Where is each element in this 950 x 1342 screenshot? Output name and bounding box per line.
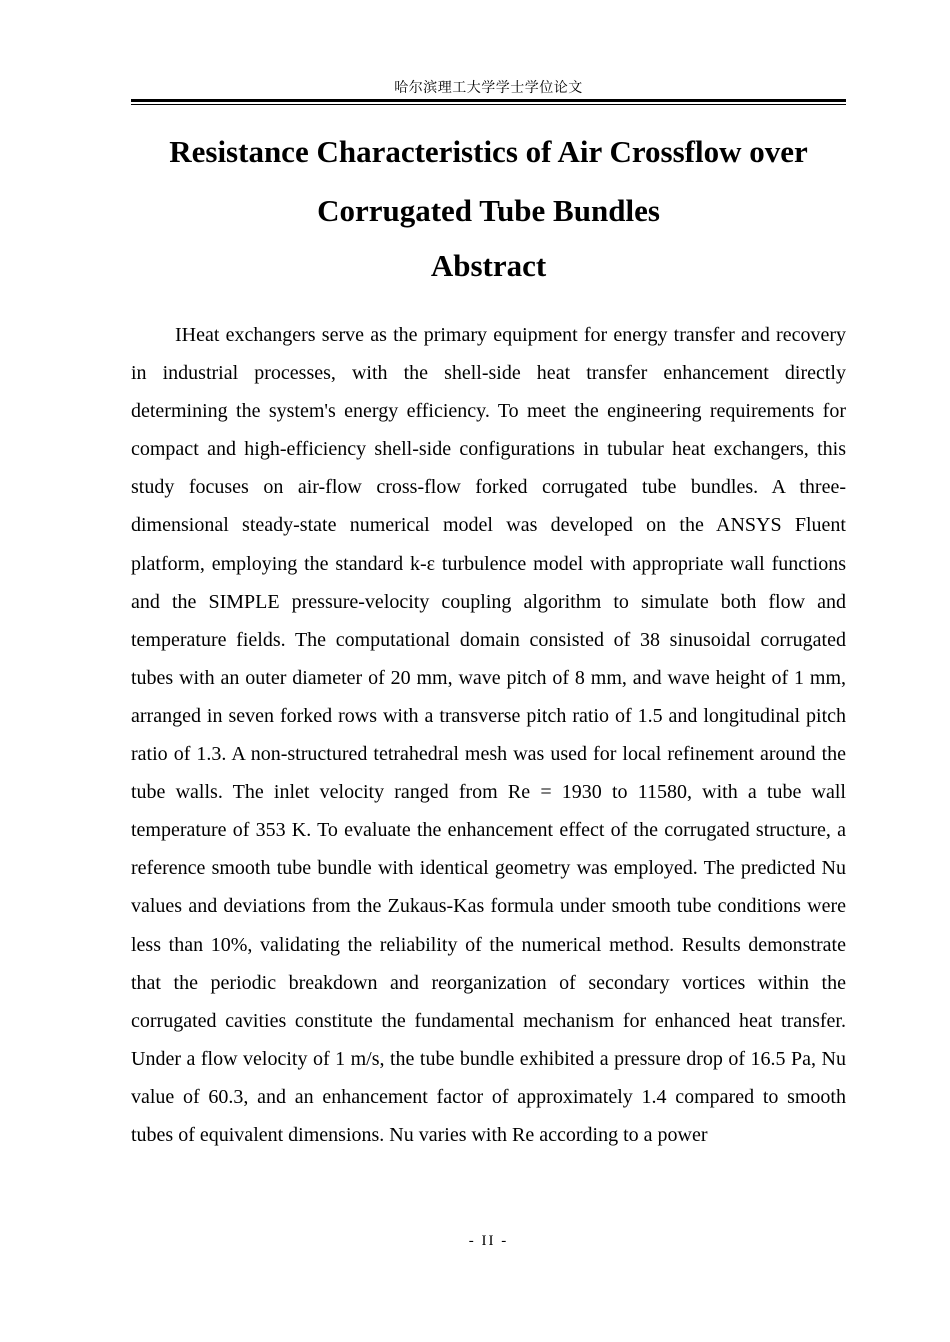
abstract-body: IHeat exchangers serve as the primary equipment for energy transfer and recovery in industrial processes, with the shell-side heat transfer enhancement directly determining the system's energy efficiency. To meet the engineering requirements for compact and high-efficiency shell-side configurations in tubular heat exchangers, this study focuses on air-flow cross-flow forked corrugated tube bundles. A three-dimensional steady-state numerical model was developed on the ANSYS Fluent platform, employing the standard k-ε turbulence model with appropriate wall functions and the SIMPLE pressure-velocity coupling algorithm to simulate both flow and temperature fields. The computational domain consisted of 38 sinusoidal corrugated tubes with an outer diameter of 20 mm, wave pitch of 8 mm, and wave height of 1 mm, arranged in seven forked rows with a transverse pitch ratio of 1.5 and longitudinal pitch ratio of 1.3. A non-structured tetrahedral mesh was used for local refinement around the tube walls. The inlet velocity ranged from Re = 1930 to 11580, with a tube wall temperature of 353 K. To evaluate the enhancement effect of the corrugated structure, a reference smooth tube bundle with identical geometry was employed. The predicted Nu values and deviations from the Zukaus-Kas formula under smooth tube conditions were less than 10%, validating the reliability of the numerical method. Results demonstrate that the periodic breakdown and reorganization of secondary vortices within the corrugated cavities constitute the fundamental mechanism for enhanced heat transfer. Under a flow velocity of 1 m/s, the tube bundle exhibited a pressure drop of 16.5 Pa, Nu value of 60.3, and an enhancement factor of approximately 1.4 compared to smooth tubes of equivalent dimensions. Nu varies with Re according to a power [131, 324, 846, 1146]
header-rule-thick [131, 99, 846, 102]
page-number: - II - [468, 1233, 509, 1249]
running-header: 哈尔滨理工大学学士学位论文 [394, 80, 583, 96]
abstract-heading: Abstract [430, 248, 547, 283]
paper-title: Resistance Characteristics of Air Crossflow over Corrugated Tube Bundles [169, 134, 808, 228]
header-rule-thin [131, 104, 846, 105]
